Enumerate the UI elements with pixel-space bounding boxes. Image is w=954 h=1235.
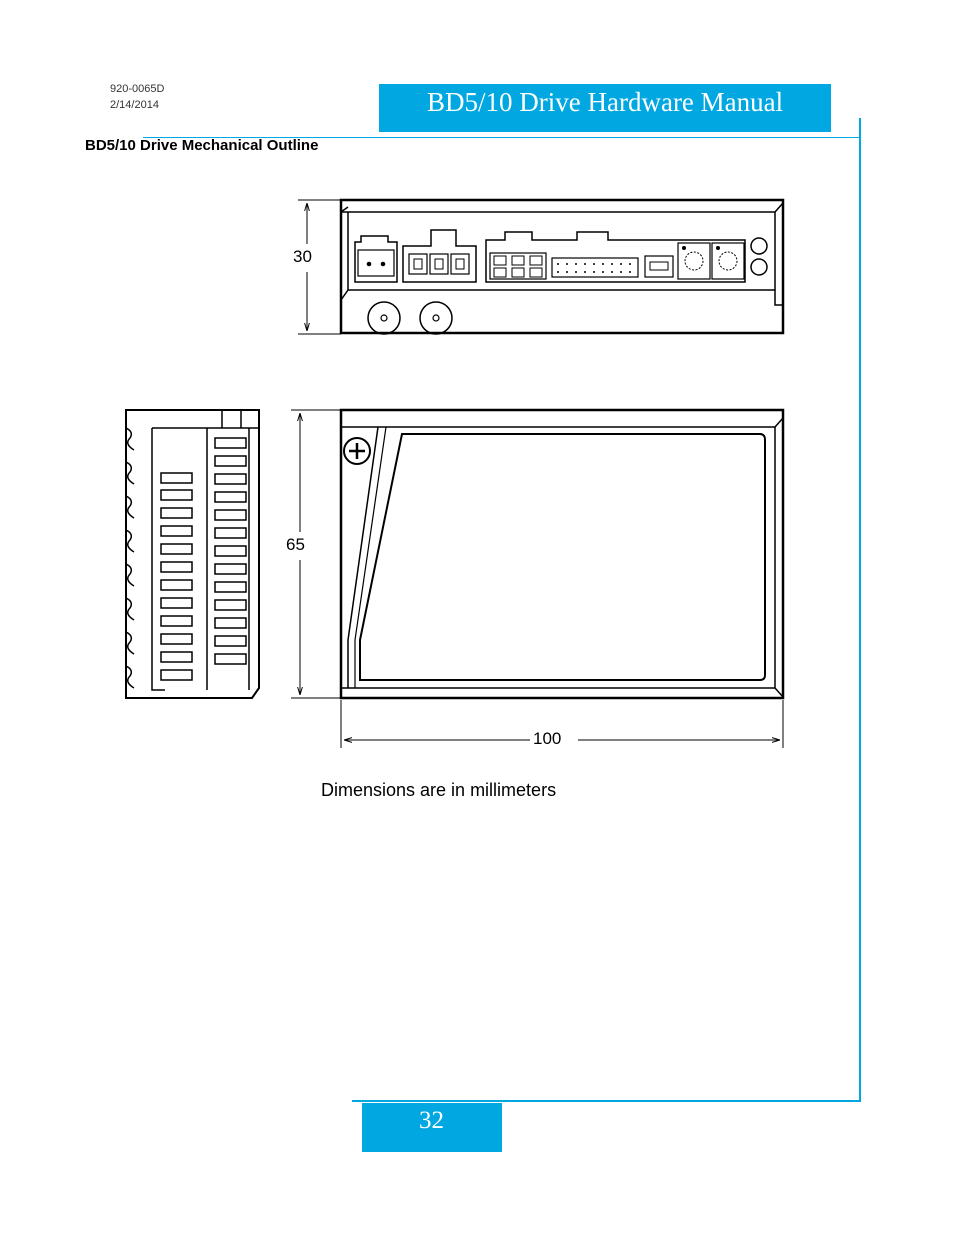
dimension-height-front bbox=[298, 200, 341, 334]
document-date: 2/14/2014 bbox=[110, 99, 159, 111]
front-view-outline bbox=[341, 200, 783, 333]
document-number: 920-0065D bbox=[110, 83, 165, 95]
top-view bbox=[341, 410, 783, 698]
front-view bbox=[341, 200, 783, 334]
dimension-label-65: 65 bbox=[286, 535, 305, 554]
page-number: 32 bbox=[419, 1107, 444, 1134]
manual-title: BD5/10 Drive Hardware Manual bbox=[427, 87, 784, 117]
side-view bbox=[126, 410, 259, 698]
dimensions-caption: Dimensions are in millimeters bbox=[321, 780, 557, 800]
page-number-box bbox=[362, 1103, 502, 1152]
dimension-label-100: 100 bbox=[533, 729, 562, 748]
section-title: BD5/10 Drive Mechanical Outline bbox=[85, 137, 319, 154]
dimension-label-30: 30 bbox=[293, 247, 312, 266]
top-view-outline bbox=[341, 410, 783, 698]
